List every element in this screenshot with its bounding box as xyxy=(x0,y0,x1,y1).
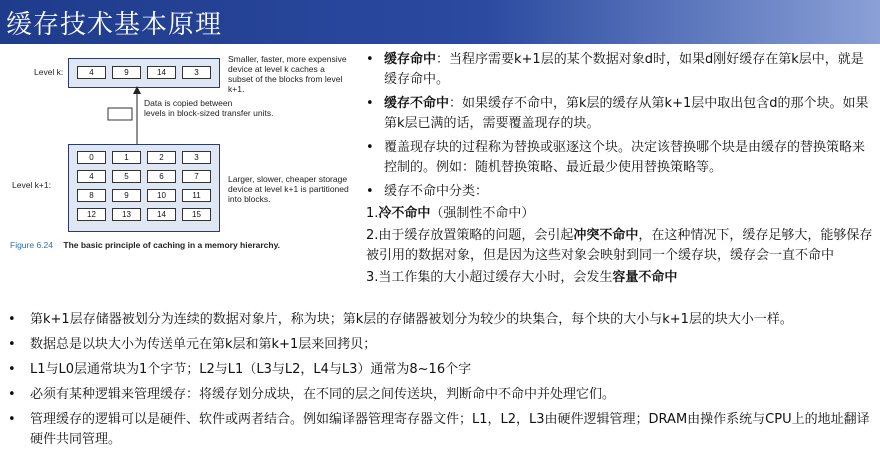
cache-miss-explanation xyxy=(366,50,874,288)
level-k1-block: 4 xyxy=(77,170,106,183)
bullet-icon: • xyxy=(8,412,16,427)
level-k1-block: 7 xyxy=(182,170,211,183)
level-k1-block: 14 xyxy=(147,208,176,221)
transfer-description: Data is copied between levels in block-sized transfer units. xyxy=(144,98,274,118)
caching-figure xyxy=(0,46,360,261)
level-k1-block: 1 xyxy=(112,151,141,164)
level-k1-block: 11 xyxy=(182,189,211,202)
level-k-label: Level k: xyxy=(34,67,64,77)
level-k1-block: 9 xyxy=(112,189,141,202)
figure-number: Figure 6.24 xyxy=(10,240,53,250)
title-bar xyxy=(0,0,880,44)
bullet-icon: • xyxy=(8,337,16,352)
level-k1-block: 0 xyxy=(77,151,106,164)
list-item: • L1与L0层通常块为1个字节；L2与L1（L3与L2，L4与L3）通常为8~16个字 xyxy=(8,360,876,380)
bottom-bullet-list xyxy=(8,310,876,455)
bullet-icon: • xyxy=(8,387,16,402)
bullet-icon: • xyxy=(8,362,16,377)
figure-caption xyxy=(10,240,280,250)
level-k-block: 14 xyxy=(147,66,176,79)
bullet-icon: • xyxy=(8,312,16,327)
page-title: 缓存技术基本原理 xyxy=(6,10,223,40)
bullet-icon: • xyxy=(366,140,374,155)
level-k-description: Smaller, faster, more expensive device at level k caches a subset of the blocks from level k+1. xyxy=(228,54,347,94)
level-k1-block: 10 xyxy=(147,189,176,202)
list-item: • 缓存不命中：如果缓存不命中，第k层的缓存从第k+1层中取出包含d的那个块。如果第k层已满的话，需要覆盖现存的块。 xyxy=(366,96,869,131)
level-k1-block: 8 xyxy=(77,189,106,202)
level-k-block: 9 xyxy=(112,66,141,79)
level-k1-block: 12 xyxy=(77,208,106,221)
list-item: • 第k+1层存储器被划分为连续的数据对象片，称为块；第k层的存储器被划分为较少的块集合，每个块的大小与k+1层的块大小一样。 xyxy=(8,310,876,330)
figure-caption-text: The basic principle of caching in a memory hierarchy. xyxy=(63,240,281,250)
level-k1-block: 13 xyxy=(112,208,141,221)
level-k1-block: 15 xyxy=(182,208,211,221)
list-item: • 缓存命中：当程序需要k+1层的某个数据对象d时，如果d刚好缓存在第k层中，就是缓存命中。 xyxy=(366,52,864,87)
list-item: • 管理缓存的逻辑可以是硬件、软件或两者结合。例如编译器管理寄存器文件；L1，L2，L3由硬件逻辑管理；DRAM由操作系统与CPU上的地址翻译硬件共同管理。 xyxy=(8,412,870,447)
miss-type-cold: 1.冷不命中（强制性不命中） xyxy=(366,206,535,221)
list-item: • 缓存不命中分类： xyxy=(366,182,874,202)
level-k1-block: 6 xyxy=(147,170,176,183)
bullet-icon: • xyxy=(366,96,374,111)
miss-type-capacity: 3.当工作集的大小超过缓存大小时，会发生容量不命中 xyxy=(366,270,678,285)
level-k-box xyxy=(68,58,220,88)
level-k-block: 3 xyxy=(182,66,211,79)
level-k1-block: 3 xyxy=(182,151,211,164)
list-item: • 数据总是以块大小为传送单元在第k层和第k+1层来回拷贝； xyxy=(8,335,876,355)
level-k1-block: 5 xyxy=(112,170,141,183)
miss-type-conflict: 2.由于缓存放置策略的问题，会引起冲突不命中，在这种情况下，缓存足够大，能够保存被引用的数据对象，但是因为这些对象会映射到同一个缓存块，缓存会一直不命中 xyxy=(366,228,873,263)
list-item: • 必须有某种逻辑来管理缓存：将缓存划分成块，在不同的层之间传送块，判断命中不命中并处理它们。 xyxy=(8,385,876,405)
level-k1-description: Larger, slower, cheaper storage device at level k+1 is partitioned into blocks. xyxy=(228,174,349,204)
list-item: • 覆盖现存块的过程称为替换或驱逐这个块。决定该替换哪个块是由缓存的替换策略来控制的。例如：随机替换策略、最近最少使用替换策略等。 xyxy=(366,140,866,175)
bullet-icon: • xyxy=(366,184,374,199)
level-k-block: 4 xyxy=(77,66,106,79)
bullet-icon: • xyxy=(366,52,374,67)
level-k1-label: Level k+1: xyxy=(12,180,51,190)
level-k1-box xyxy=(68,144,220,232)
level-k1-block: 2 xyxy=(147,151,176,164)
